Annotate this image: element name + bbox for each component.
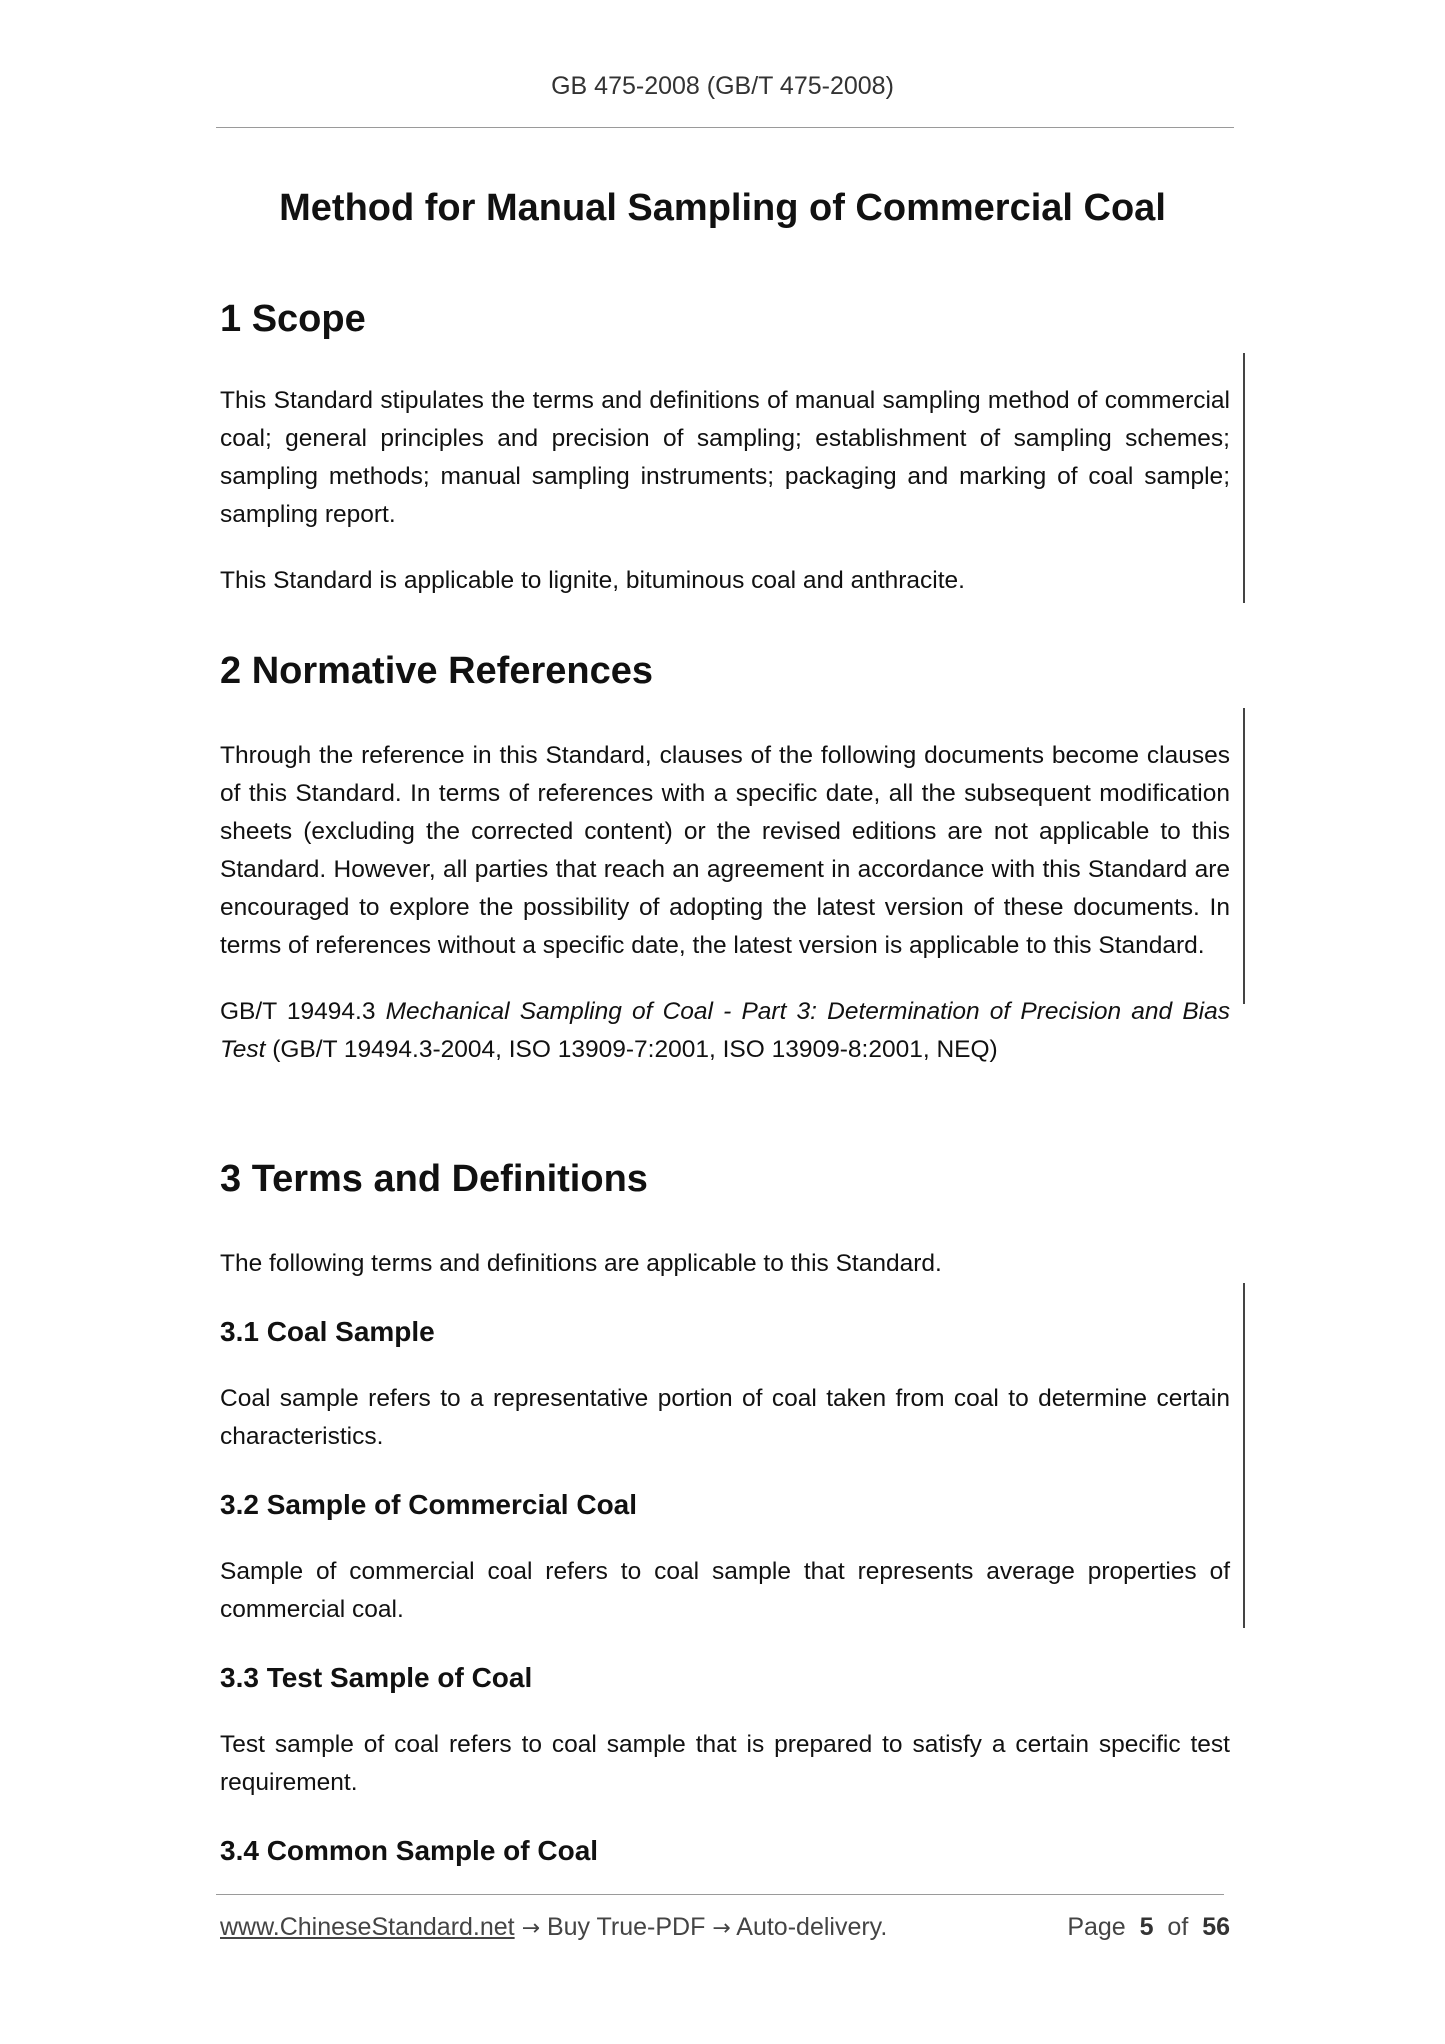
normative-paragraph: Through the reference in this Standard, clauses of the following documents become clauses of this Standard. In terms of references with a specific date, all the subsequent modification sheets (excluding the corrected content) or the revised editions are not applicable to this Standard. However, all parties that reach an agreement in accordance with this Standard are encouraged to explore the possibility of adopting the latest version of these documents. In terms of references without a specific date, the latest version is applicable to this Standard. [220, 742, 1230, 959]
header-divider [216, 127, 1234, 128]
term-definition: Coal sample refers to a representative portion of coal taken from coal to determine certain characteristics. [220, 1385, 1230, 1450]
scope-applicability: This Standard is applicable to lignite, bituminous coal and anthracite. [220, 567, 965, 594]
page-footer [220, 1915, 1230, 1940]
section-heading-terms-definitions: 3 Terms and Definitions [220, 1158, 648, 1200]
footer-divider [216, 1894, 1224, 1895]
normative-body [220, 737, 1230, 1069]
term-definition: Sample of commercial coal refers to coal sample that represents average properties of commercial coal. [220, 1558, 1230, 1623]
reference-title: Mechanical Sampling of Coal - Part 3: Determination of Precision and Bias Test [220, 998, 1231, 1063]
scope-paragraph: This Standard stipulates the terms and definitions of manual sampling method of commercial coal; general principles and precision of sampling; establishment of sampling schemes; sampling methods; manual sampling instruments; packaging and marking of coal sample; sampling report. [220, 387, 1230, 528]
running-header: GB 475-2008 (GB/T 475-2008) [551, 72, 894, 100]
delivery-text: Auto-delivery. [730, 1913, 888, 1941]
scope-body [220, 382, 1230, 600]
term-body-test-sample [220, 1726, 1230, 1802]
section-heading-normative-references: 2 Normative References [220, 650, 653, 692]
page-number: 5 [1139, 1913, 1154, 1941]
terms-intro [220, 1245, 1230, 1283]
change-bar [1243, 1283, 1245, 1628]
term-body-coal-sample [220, 1380, 1230, 1456]
normative-reference-item [220, 993, 1230, 1069]
term-heading-coal-sample: 3.1 Coal Sample [220, 1316, 435, 1347]
page-total: 56 [1202, 1913, 1230, 1941]
term-heading-sample-commercial-coal: 3.2 Sample of Commercial Coal [220, 1489, 638, 1520]
change-bar [1243, 708, 1245, 1004]
site-link[interactable]: www.ChineseStandard.net [220, 1913, 515, 1941]
of-word: of [1167, 1913, 1189, 1941]
buy-text: Buy True-PDF [540, 1913, 713, 1941]
term-body-sample-commercial-coal [220, 1553, 1230, 1629]
page-word: Page [1067, 1913, 1126, 1941]
term-heading-common-sample: 3.4 Common Sample of Coal [220, 1835, 599, 1866]
arrow-right-icon: → [521, 1916, 541, 1941]
terms-intro-paragraph: The following terms and definitions are applicable to this Standard. [220, 1250, 942, 1277]
reference-note: (GB/T 19494.3-2004, ISO 13909-7:2001, ISO 13909-8:2001, NEQ) [265, 1036, 998, 1063]
section-heading-scope: 1 Scope [220, 298, 366, 340]
document-title: Method for Manual Sampling of Commercial Coal [279, 187, 1166, 229]
page-indicator [1067, 1915, 1230, 1940]
arrow-right-icon: → [712, 1916, 731, 1941]
term-definition: Test sample of coal refers to coal sample that is prepared to satisfy a certain specific test requirement. [220, 1731, 1230, 1796]
reference-code: GB/T 19494.3 [220, 998, 386, 1025]
term-heading-test-sample: 3.3 Test Sample of Coal [220, 1662, 533, 1693]
change-bar [1243, 353, 1245, 603]
